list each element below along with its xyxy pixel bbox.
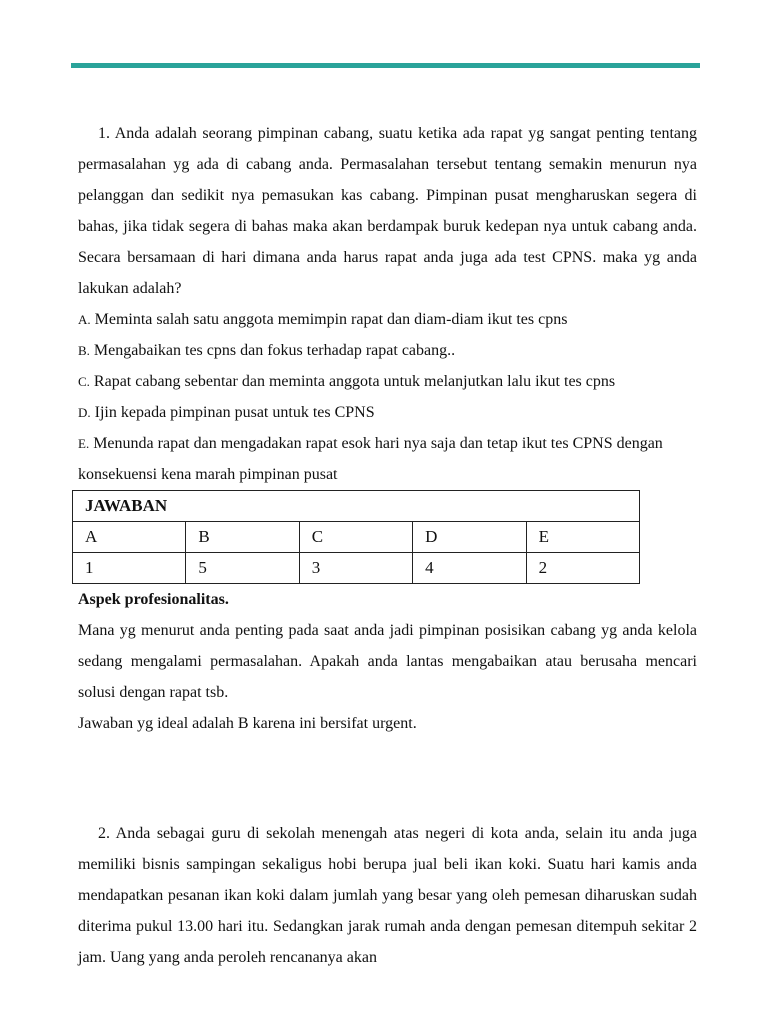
answer-table-title: JAWABAN — [73, 491, 640, 522]
section-spacer — [78, 739, 697, 818]
answer-table-score-row — [73, 553, 640, 584]
option-letter: D. — [78, 405, 91, 420]
answer-score-cell: 5 — [186, 553, 299, 584]
option-letter: E. — [78, 436, 90, 451]
answer-letter-cell: A — [73, 522, 186, 553]
option-text: Rapat cabang sebentar dan meminta anggota untuk melanjutkan lalu ikut tes cpns — [93, 373, 616, 390]
option-letter: A. — [78, 312, 91, 327]
answer-score-cell: 2 — [526, 553, 639, 584]
answer-table-letter-row — [73, 522, 640, 553]
option-d — [78, 397, 697, 428]
answer-letter-cell: C — [299, 522, 412, 553]
option-text: Mengabaikan tes cpns dan fokus terhadap rapat cabang.. — [93, 342, 456, 359]
option-a — [78, 304, 697, 335]
option-e — [78, 428, 697, 490]
answer-score-cell: 3 — [299, 553, 412, 584]
option-b — [78, 335, 697, 366]
header-rule — [71, 63, 700, 68]
question-1-text: 1. Anda adalah seorang pimpinan cabang, suatu ketika ada rapat yg sangat penting tentang permasalahan yg ada di cabang anda. Permasalahan tersebut tentang semakin menurun nya pelanggan dan sedikit nya pemasukan kas cabang. Pimpinan pusat mengharuskan segera di bahas, jika tidak segera di bahas maka akan berdampak buruk kedepan nya untuk cabang anda. Secara bersamaan di hari dimana anda harus rapat anda juga ada test CPNS. maka yg anda lakukan adalah? — [78, 125, 697, 297]
answer-letter-cell: E — [526, 522, 639, 553]
answer-table — [72, 490, 640, 584]
aspect-title: Aspek profesionalitas. — [78, 591, 229, 608]
option-letter: B. — [78, 343, 90, 358]
option-text: Meminta salah satu anggota memimpin rapat dan diam-diam ikut tes cpns — [94, 311, 568, 328]
question-1-options — [78, 304, 697, 490]
option-text: Menunda rapat dan mengadakan rapat esok hari nya saja dan tetap ikut tes CPNS dengan konsekuensi kena marah pimpinan pusat — [78, 435, 663, 483]
option-text: Ijin kepada pimpinan pusat untuk tes CPNS — [94, 404, 375, 421]
ideal-answer: Jawaban yg ideal adalah B karena ini bersifat urgent. — [78, 715, 417, 732]
option-c — [78, 366, 697, 397]
question-2-text: 2. Anda sebagai guru di sekolah menengah atas negeri di kota anda, selain itu anda juga memiliki bisnis sampingan sekaligus hobi berupa jual beli ikan koki. Suatu hari kamis anda mendapatkan pesanan ikan koki dalam jumlah yang besar yang oleh pemesan diharuskan sudah diterima pukul 13.00 hari itu. Sedangkan jarak rumah anda dengan pemesan ditempuh sekitar 2 jam. Uang yang anda peroleh rencananya akan — [78, 825, 697, 966]
document-body — [78, 118, 697, 973]
answer-letter-cell: D — [413, 522, 526, 553]
answer-score-cell: 4 — [413, 553, 526, 584]
aspect-text: Mana yg menurut anda penting pada saat anda jadi pimpinan posisikan cabang yg anda kelola sedang mengalami permasalahan. Apakah anda lantas mengabaikan atau berusaha mencari solusi dengan rapat tsb. — [78, 622, 697, 701]
answer-score-cell: 1 — [73, 553, 186, 584]
option-letter: C. — [78, 374, 90, 389]
answer-table-header-row — [73, 491, 640, 522]
answer-letter-cell: B — [186, 522, 299, 553]
